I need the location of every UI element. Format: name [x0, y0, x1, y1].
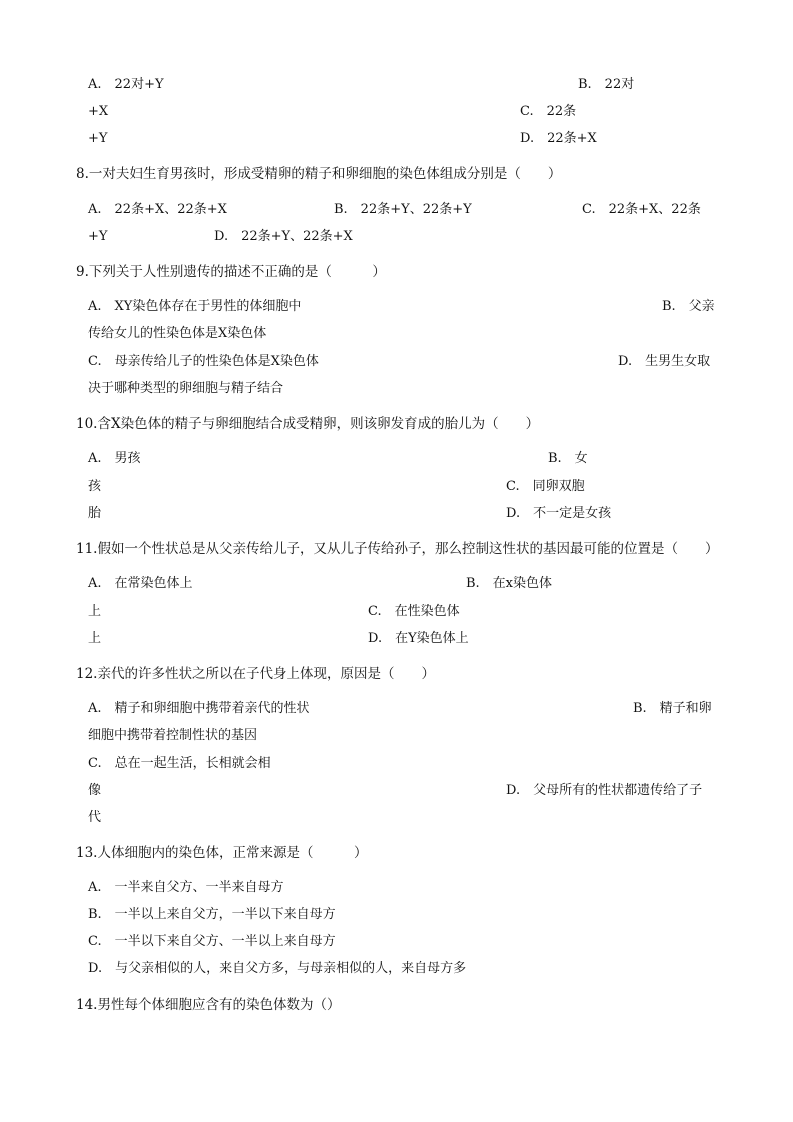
q7-option-c-cont: +Y	[88, 131, 108, 146]
q10-option-b-cont: 孩	[88, 479, 102, 494]
q12-option-a: A. 精子和卵细胞中携带着亲代的性状	[88, 701, 310, 716]
q8-option-d: D. 22条+Y、22条+X	[214, 229, 353, 244]
q12-option-b: B. 精子和卵	[633, 701, 712, 716]
q9-stem: 9.下列关于人性别遗传的描述不正确的是（ ）	[76, 264, 386, 280]
q10-option-d: D. 不一定是女孩	[506, 506, 612, 521]
q9-option-a: A. XY染色体存在于男性的体细胞中	[88, 299, 302, 314]
q12-option-c: C. 总在一起生活，长相就会相	[88, 756, 271, 771]
q8-option-b: B. 22条+Y、22条+Y	[334, 202, 472, 217]
q10-option-a: A. 男孩	[88, 451, 141, 466]
q12-option-d: D. 父母所有的性状都遗传给了子	[506, 783, 703, 798]
q10-option-b: B. 女	[548, 451, 588, 466]
q9-option-c: C. 母亲传给儿子的性染色体是X染色体	[88, 354, 319, 369]
q13-option-d: D. 与父亲相似的人，来自父方多，与母亲相似的人，来自母方多	[88, 961, 467, 976]
q7-option-a: A. 22对+Y	[88, 77, 164, 92]
q11-option-b-cont: 上	[88, 604, 102, 619]
q8-option-a: A. 22条+X、22条+X	[88, 202, 227, 217]
q9-option-b-cont: 传给女儿的性染色体是X染色体	[88, 326, 267, 341]
q11-stem: 11.假如一个性状总是从父亲传给儿子，又从儿子传给孙子，那么控制这性状的基因最可能的位置是（ ）	[76, 541, 719, 557]
q9-option-b: B. 父亲	[662, 299, 715, 314]
q8-option-c: C. 22条+X、22条	[582, 202, 701, 217]
q11-option-c: C. 在性染色体	[368, 604, 460, 619]
q12-option-d-cont: 代	[88, 810, 102, 825]
q14-stem: 14.男性每个体细胞应含有的染色体数为（）	[76, 997, 341, 1013]
q11-option-b: B. 在x染色体	[466, 576, 553, 591]
q10-option-c-cont: 胎	[88, 506, 102, 521]
q9-option-d-cont: 决于哪种类型的卵细胞与精子结合	[88, 381, 284, 396]
q13-option-a: A. 一半来自父方、一半来自母方	[88, 880, 284, 895]
q7-option-b-cont: +X	[88, 104, 109, 119]
q8-option-c-cont: +Y	[88, 229, 108, 244]
q11-option-c-cont: 上	[88, 631, 102, 646]
q13-stem: 13.人体细胞内的染色体，正常来源是（ ）	[76, 845, 368, 861]
q12-option-c-cont: 像	[88, 783, 102, 798]
q11-option-d: D. 在Y染色体上	[368, 631, 469, 646]
q8-stem: 8.一对夫妇生育男孩时，形成受精卵的精子和卵细胞的染色体组成分别是（ ）	[76, 166, 562, 182]
q12-option-b-cont: 细胞中携带着控制性状的基因	[88, 728, 258, 743]
q11-option-a: A. 在常染色体上	[88, 576, 193, 591]
q13-option-b: B. 一半以上来自父方，一半以下来自母方	[88, 907, 336, 922]
q10-stem: 10.含X染色体的精子与卵细胞结合成受精卵，则该卵发育成的胎儿为（ ）	[76, 416, 540, 432]
q7-option-b: B. 22对	[578, 77, 635, 92]
q10-option-c: C. 同卵双胞	[506, 479, 585, 494]
q13-option-c: C. 一半以下来自父方、一半以上来自母方	[88, 934, 336, 949]
q9-option-d: D. 生男生女取	[618, 354, 711, 369]
q12-stem: 12.亲代的许多性状之所以在子代身上体现，原因是（ ）	[76, 666, 435, 682]
q7-option-c: C. 22条	[520, 104, 577, 119]
q7-option-d: D. 22条+X	[520, 131, 597, 146]
